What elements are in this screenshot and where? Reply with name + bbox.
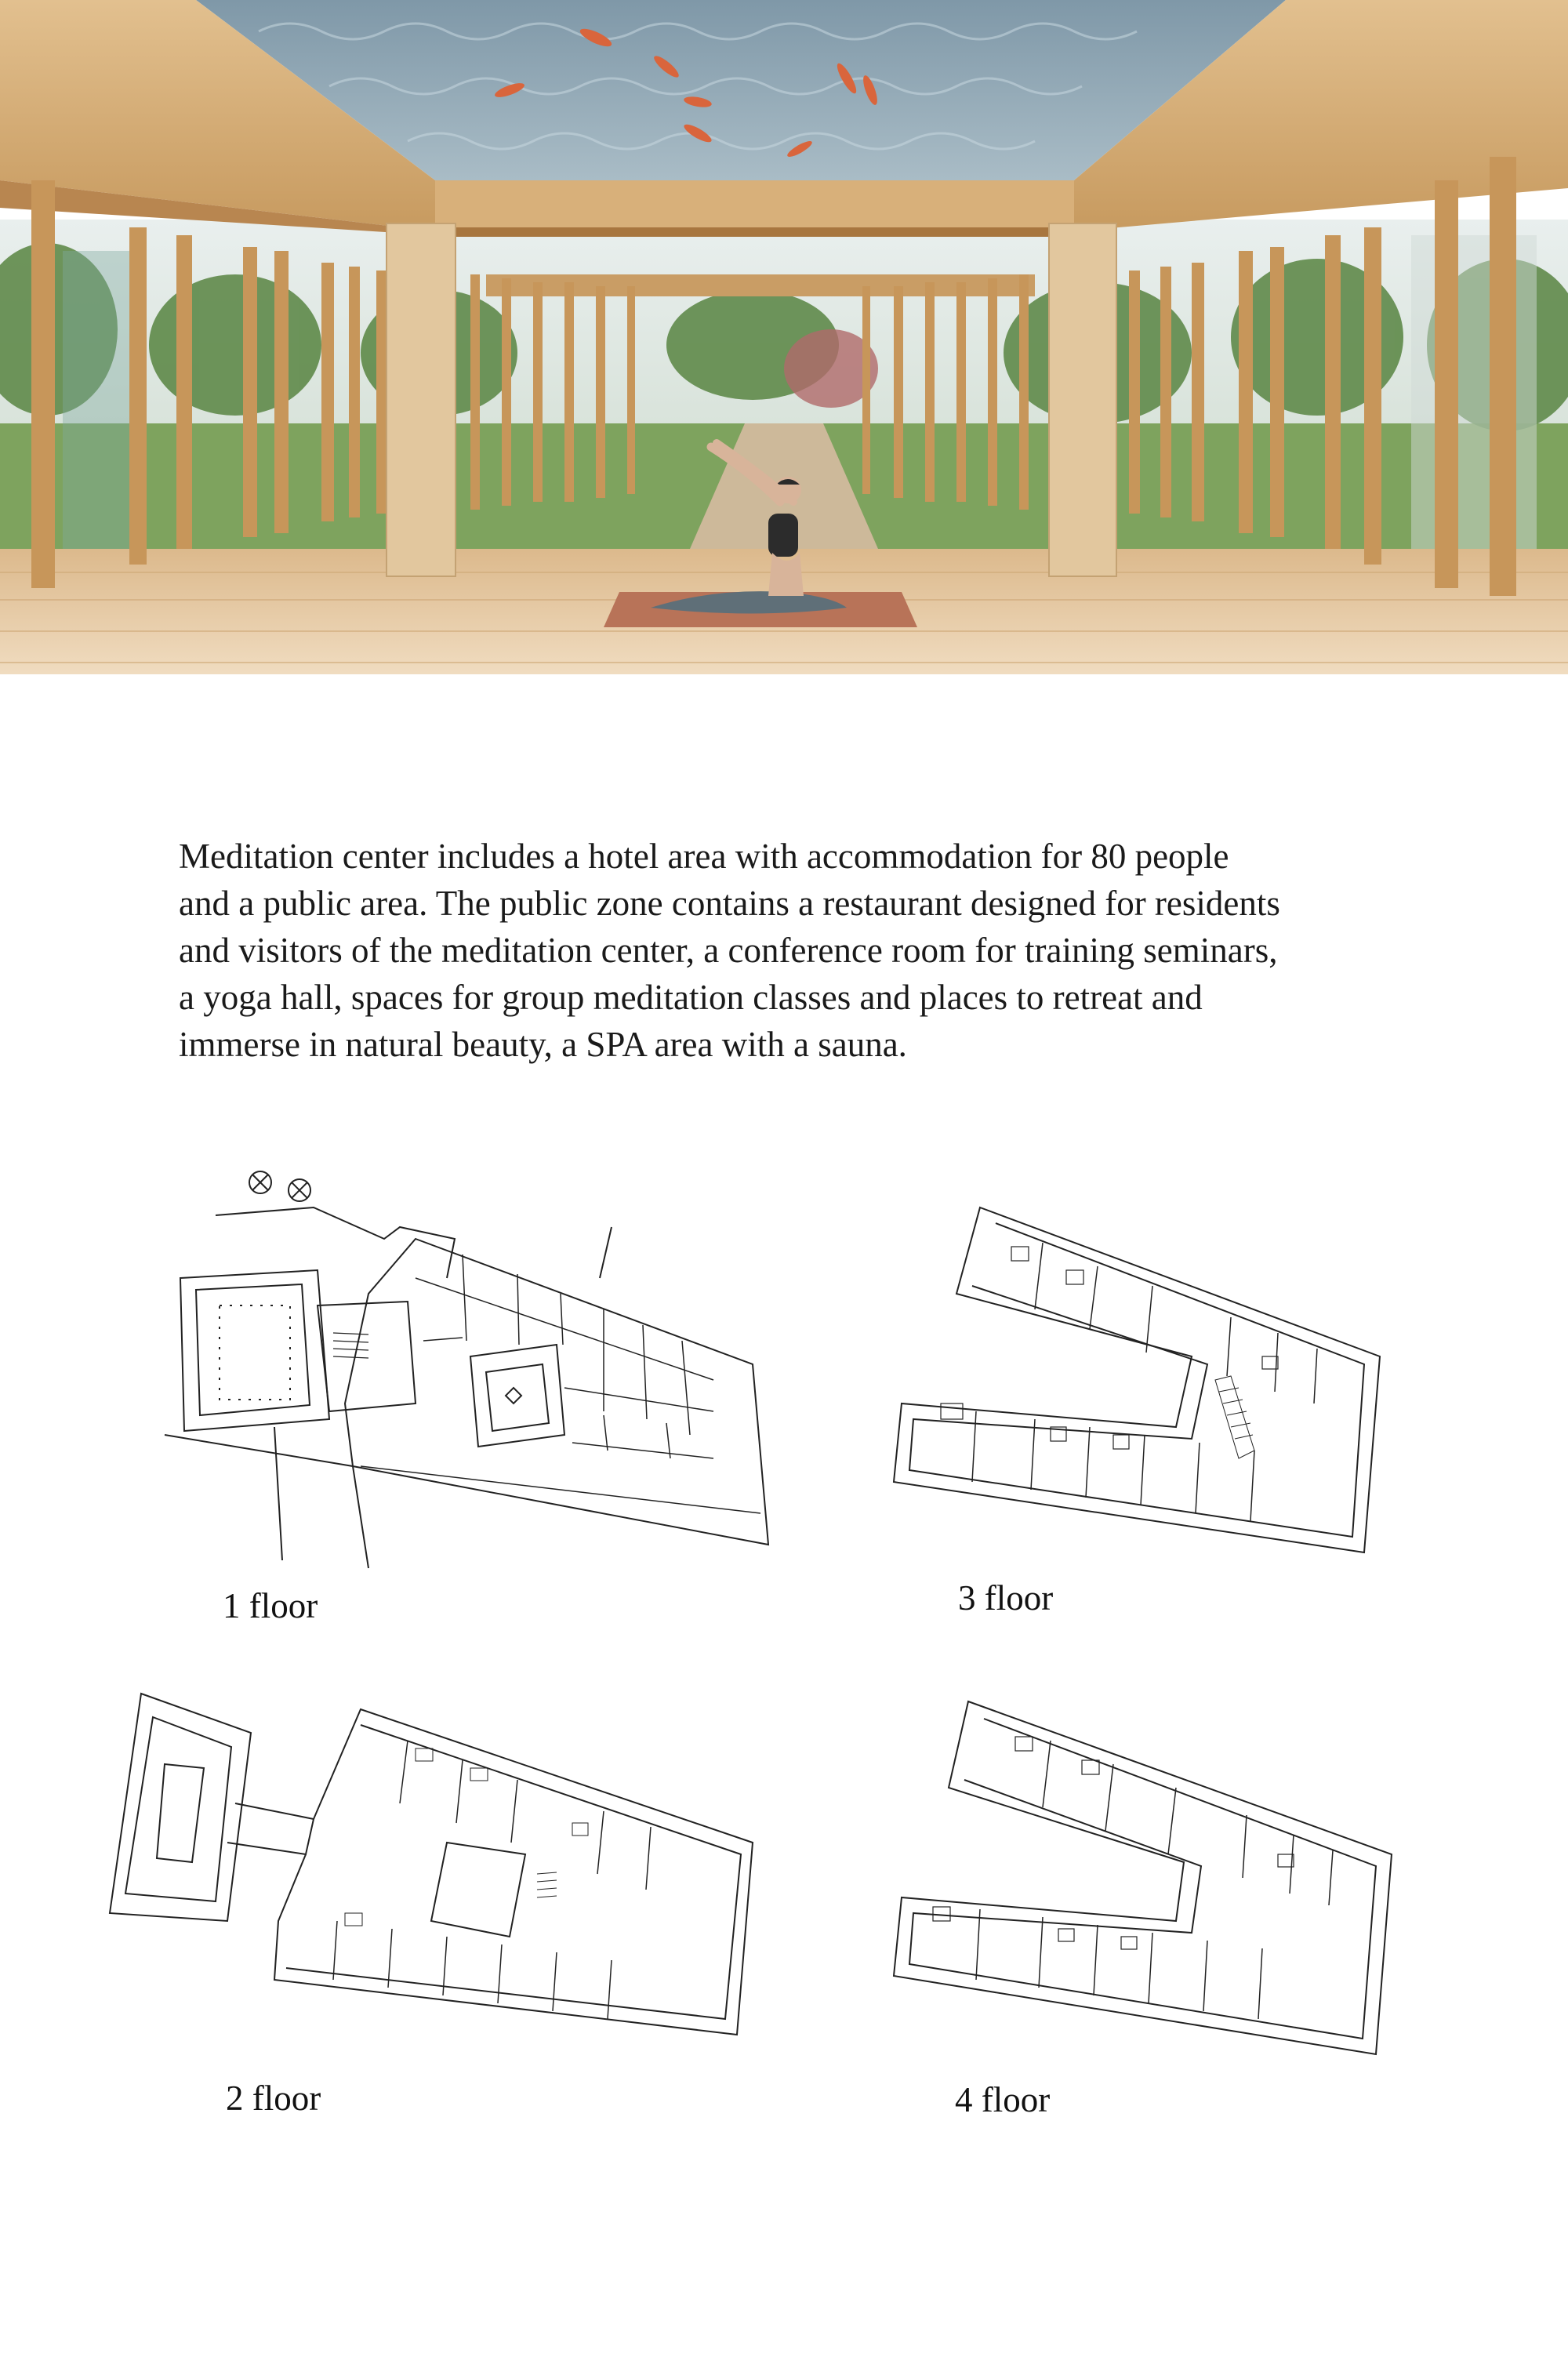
description-line: Meditation center includes a hotel area with accommodation for 80 people [179,837,1229,876]
floor-2-caption: 2 floor [226,2079,321,2118]
floor-1-caption: 1 floor [223,1586,318,1625]
project-description [179,833,1433,1068]
description-line: and visitors of the meditation center, a conference room for training seminars, [179,931,1278,970]
floor-plan-1 [165,1153,776,1560]
floor-plan-2 [102,1686,760,2046]
floor-4-caption: 4 floor [955,2080,1051,2119]
hero-render-image [0,0,1568,674]
floor-plan-4 [894,1701,1403,2062]
description-line: a yoga hall, spaces for group meditation classes and places to retreat and [179,978,1203,1017]
description-line: immerse in natural beauty, a SPA area with a sauna. [179,1025,907,1064]
floor-3-caption: 3 floor [958,1578,1054,1618]
floor-plan-3 [894,1200,1396,1568]
description-line: and a public area. The public zone contains a restaurant designed for residents [179,884,1280,923]
